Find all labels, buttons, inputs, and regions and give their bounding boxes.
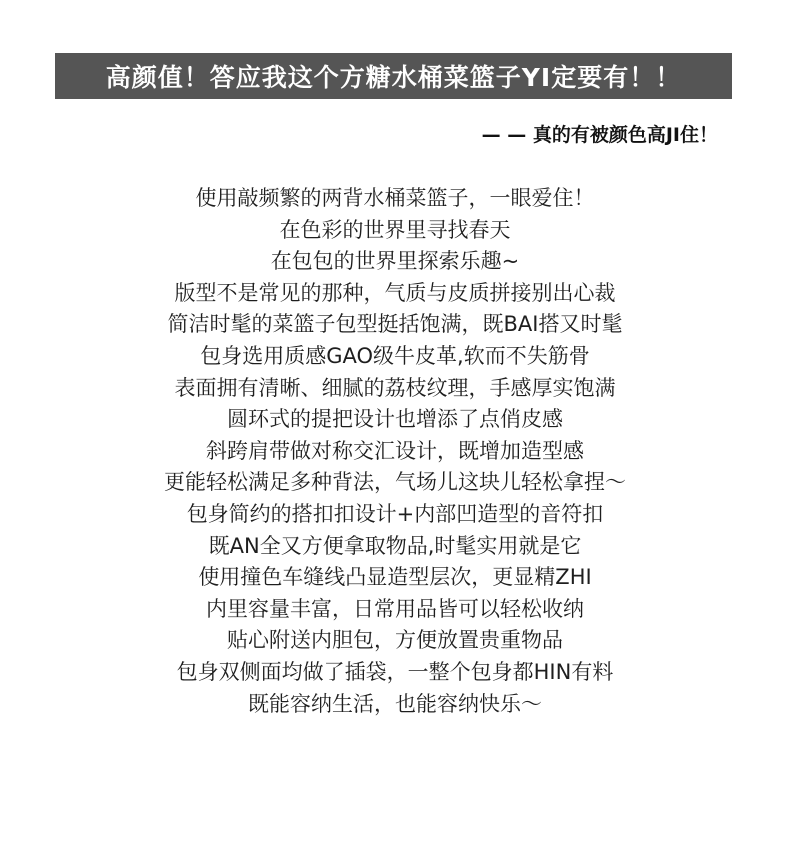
- description-line: 圆环式的提把设计也增添了点俏皮感: [227, 407, 563, 432]
- title-banner: [55, 53, 732, 99]
- description-line: 斜跨肩带做对称交汇设计，既增加造型感: [206, 438, 584, 463]
- description-line: 内里容量丰富，日常用品皆可以轻松收纳: [206, 596, 584, 621]
- description-line: 在色彩的世界里寻找春天: [279, 217, 511, 242]
- description-text: [0, 183, 790, 720]
- description-line: 表面拥有清晰、细腻的荔枝纹理，手感厚实饱满: [174, 375, 616, 400]
- description-line: 包身选用质感GAO级牛皮革,软而不失筋骨: [200, 343, 590, 368]
- page-title: 高颜值！答应我这个方糖水桶菜篮子YI定要有！！: [105, 63, 682, 92]
- description-line: 使用撞色车缝线凸显造型层次，更显精ZHI: [198, 565, 592, 590]
- description-line: 既能容纳生活，也能容纳快乐～: [248, 691, 542, 716]
- description-line: 在包包的世界里探索乐趣~: [270, 249, 520, 274]
- page-subtitle: — — 真的有被颜色高JI住！: [481, 124, 718, 146]
- description-line: 贴心附送内胆包，方便放置贵重物品: [227, 628, 563, 653]
- description-line: 既AN全又方便拿取物品,时髦实用就是它: [208, 533, 582, 558]
- description-line: 简洁时髦的菜篮子包型挺括饱满，既BAI搭又时髦: [167, 312, 623, 337]
- description-line: 更能轻松满足多种背法，气场儿这块儿轻松拿捏～: [164, 470, 626, 495]
- description-line: 包身双侧面均做了插袋，一整个包身都HIN有料: [176, 659, 614, 684]
- description-line: 版型不是常见的那种，气质与皮质拼接别出心裁: [174, 280, 616, 305]
- description-line: 包身简约的搭扣扣设计+内部凹造型的音符扣: [186, 501, 604, 526]
- description-line: 使用敲频繁的两背水桶菜篮子，一眼爱住！: [195, 186, 595, 210]
